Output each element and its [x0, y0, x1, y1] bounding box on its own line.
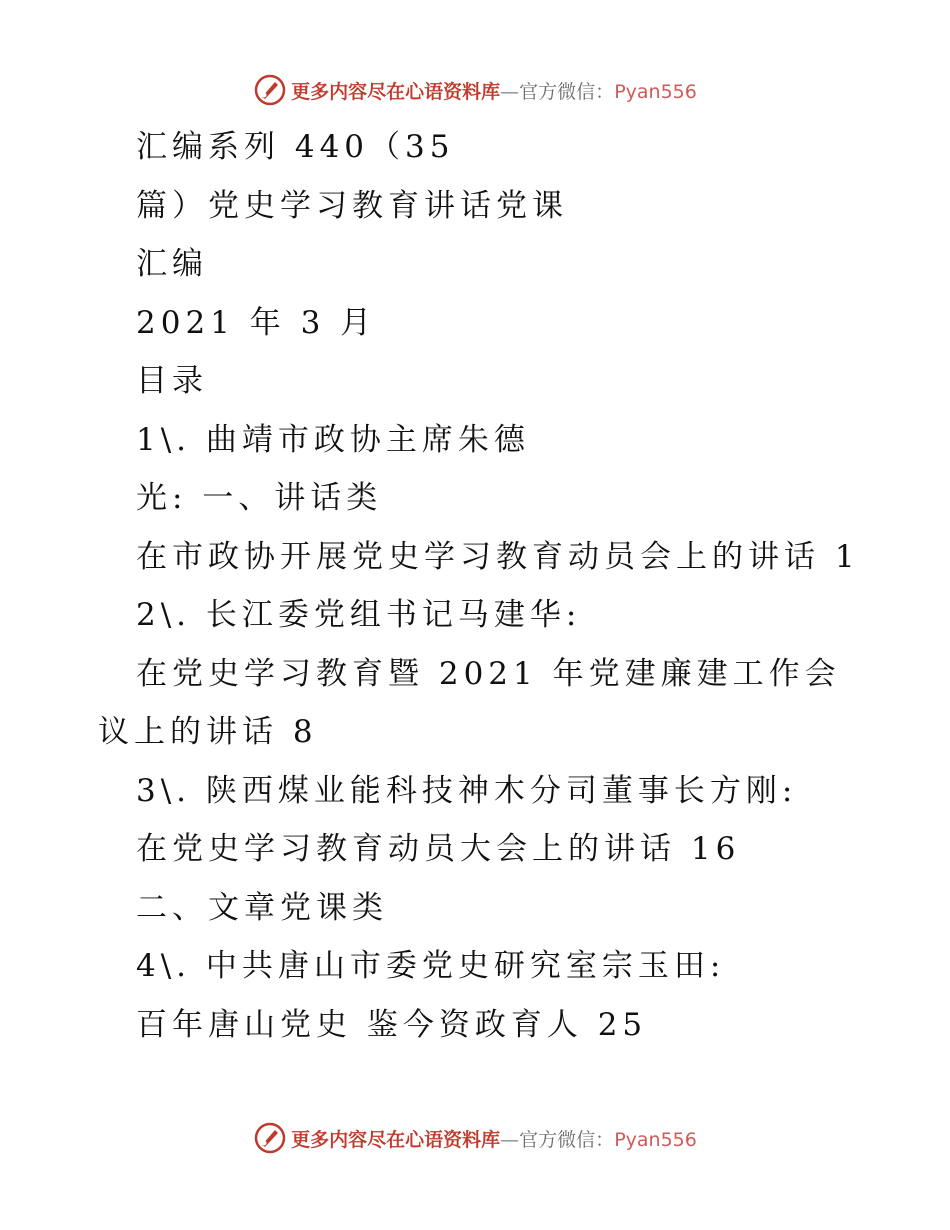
watermark-text [291, 1125, 697, 1152]
toc-heading: 目录 [136, 363, 208, 399]
watermark-official: 官方微信： [519, 1128, 615, 1151]
quill-logo-icon [253, 73, 287, 107]
watermark-main: 更多内容尽在心语资料库 [291, 1128, 501, 1151]
toc-item-2-author: 2\. 长江委党组书记马建华: [136, 597, 582, 633]
toc-item-4-title: 百年唐山党史 鉴今资政育人 25 [136, 1006, 648, 1043]
quill-logo-icon [253, 1121, 287, 1155]
toc-item-1-author: 1\. 曲靖市政协主席朱德 [136, 421, 530, 458]
title-line-3: 汇编 [136, 246, 208, 282]
watermark-text [291, 77, 697, 104]
date-line: 2021 年 3 月 [136, 304, 377, 341]
title-line-1: 汇编系列 440（35 [136, 129, 455, 165]
watermark-separator: — [500, 80, 520, 103]
toc-item-3-author: 3\. 陕西煤业能科技神木分司董事长方刚: [136, 772, 798, 809]
toc-item-4-author: 4\. 中共唐山市委党史研究室宗玉田: [136, 948, 726, 984]
title-line-2: 篇）党史学习教育讲话党课 [136, 187, 568, 224]
watermark-handle: Pyan556 [614, 80, 697, 103]
toc-item-1-title: 在市政协开展党史学习教育动员会上的讲话 1 [136, 538, 860, 575]
watermark-separator: — [500, 1128, 520, 1151]
watermark-handle: Pyan556 [614, 1128, 697, 1151]
toc-section-2: 二、文章党课类 [136, 889, 388, 926]
watermark-official: 官方微信： [519, 80, 615, 103]
document-body [98, 118, 858, 1054]
toc-item-2-title: 在党史学习教育暨 2021 年党建廉建工作会议上的讲话 8 [98, 655, 841, 750]
footer-watermark [0, 1118, 950, 1158]
toc-item-3-title: 在党史学习教育动员大会上的讲话 16 [136, 831, 741, 867]
header-watermark [0, 70, 950, 110]
toc-item-1-author-cont: 光: 一、讲话类 [136, 480, 383, 516]
watermark-main: 更多内容尽在心语资料库 [291, 80, 501, 103]
